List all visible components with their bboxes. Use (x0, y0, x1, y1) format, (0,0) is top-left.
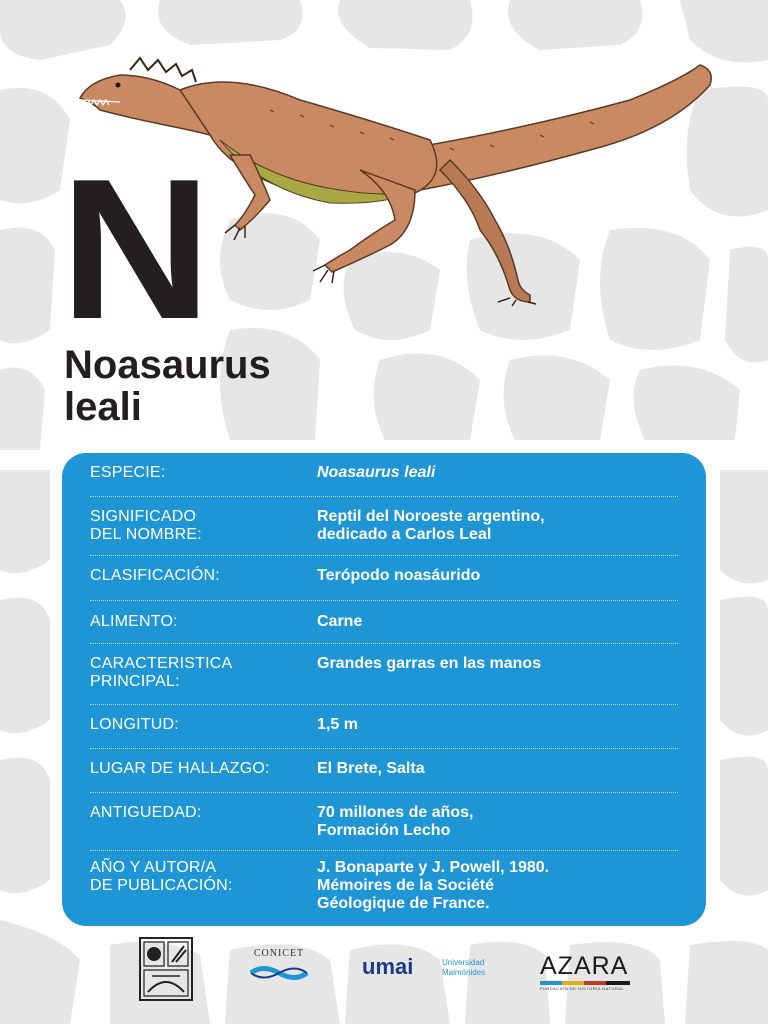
info-row-value (317, 804, 678, 840)
umai-subtext-line2: Maimónides (442, 968, 486, 977)
info-row-label (90, 613, 315, 631)
azara-logo (540, 952, 640, 996)
info-label-line: PRINCIPAL: (90, 673, 180, 690)
info-value-line: Grandes garras en las manos (317, 655, 542, 672)
info-card (62, 453, 706, 926)
info-label-line: CLASIFICACIÓN: (90, 567, 220, 584)
info-row-label (90, 655, 315, 691)
row-divider (90, 792, 678, 793)
row-divider (90, 850, 678, 851)
info-row-label (90, 760, 315, 778)
info-row-value (317, 464, 678, 482)
info-row-label (90, 716, 315, 734)
umai-logo-subtext (442, 958, 522, 978)
info-label-line: ANTIGUEDAD: (90, 804, 202, 821)
species-title-line1: Noasaurus (64, 343, 271, 387)
info-row-label (90, 859, 315, 895)
species-title (64, 344, 271, 428)
row-divider (90, 600, 678, 601)
row-divider (90, 643, 678, 644)
info-value-line: 1,5 m (317, 716, 358, 733)
info-row-value (317, 508, 678, 544)
index-letter: N (60, 138, 212, 361)
azara-logo-subtext: FUNDACIÓN DE HISTORIA NATURAL (540, 986, 625, 991)
info-value-line: Reptil del Noroeste argentino, (317, 508, 545, 525)
info-value-line: Carne (317, 613, 363, 630)
info-label-line: ESPECIE: (90, 464, 166, 481)
info-row-value (317, 567, 678, 585)
umai-subtext-line1: Universidad (442, 958, 485, 967)
info-row-value (317, 859, 678, 913)
museum-crest-logo (138, 936, 194, 1002)
info-label-line: DE PUBLICACIÓN: (90, 877, 233, 894)
info-label-line: LUGAR DE HALLAZGO: (90, 760, 270, 777)
info-row-label (90, 804, 315, 822)
info-label-line: SIGNIFICADO (90, 508, 197, 525)
info-value-line: 70 millones de años, (317, 804, 474, 821)
info-label-line: AÑO Y AUTOR/A (90, 859, 217, 876)
conicet-logo-text: CONICET (253, 948, 305, 959)
info-value-line: Noasaurus leali (317, 464, 436, 481)
info-value-line: J. Bonaparte y J. Powell, 1980. (317, 859, 550, 876)
azara-logo-text: AZARA (540, 952, 629, 980)
info-label-line: DEL NOMBRE: (90, 526, 202, 543)
umai-logo-text: umai (362, 954, 414, 979)
info-row-value (317, 613, 678, 631)
row-divider (90, 555, 678, 556)
info-label-line: LONGITUD: (90, 716, 179, 733)
conicet-logo (244, 948, 314, 988)
umai-logo (362, 954, 522, 984)
info-row-value (317, 655, 678, 673)
info-value-line: Terópodo noasáurido (317, 567, 481, 584)
info-row-label (90, 464, 315, 482)
conicet-logo-mark (247, 962, 311, 984)
info-row-label (90, 508, 315, 544)
info-value-line: Géologique de France. (317, 895, 490, 912)
info-row-label (90, 567, 315, 585)
info-row-value (317, 760, 678, 778)
info-label-line: ALIMENTO: (90, 613, 178, 630)
sponsor-logos (0, 930, 768, 1024)
info-value-line: Formación Lecho (317, 822, 451, 839)
info-value-line: dedicado a Carlos Leal (317, 526, 492, 543)
row-divider (90, 496, 678, 497)
info-value-line: Mémoires de la Société (317, 877, 494, 894)
info-row-value (317, 716, 678, 734)
info-label-line: CARACTERISTICA (90, 655, 233, 672)
info-value-line: El Brete, Salta (317, 760, 425, 777)
row-divider (90, 748, 678, 749)
species-title-line2: leali (64, 385, 142, 429)
row-divider (90, 704, 678, 705)
azara-flag-stripe (540, 981, 630, 985)
